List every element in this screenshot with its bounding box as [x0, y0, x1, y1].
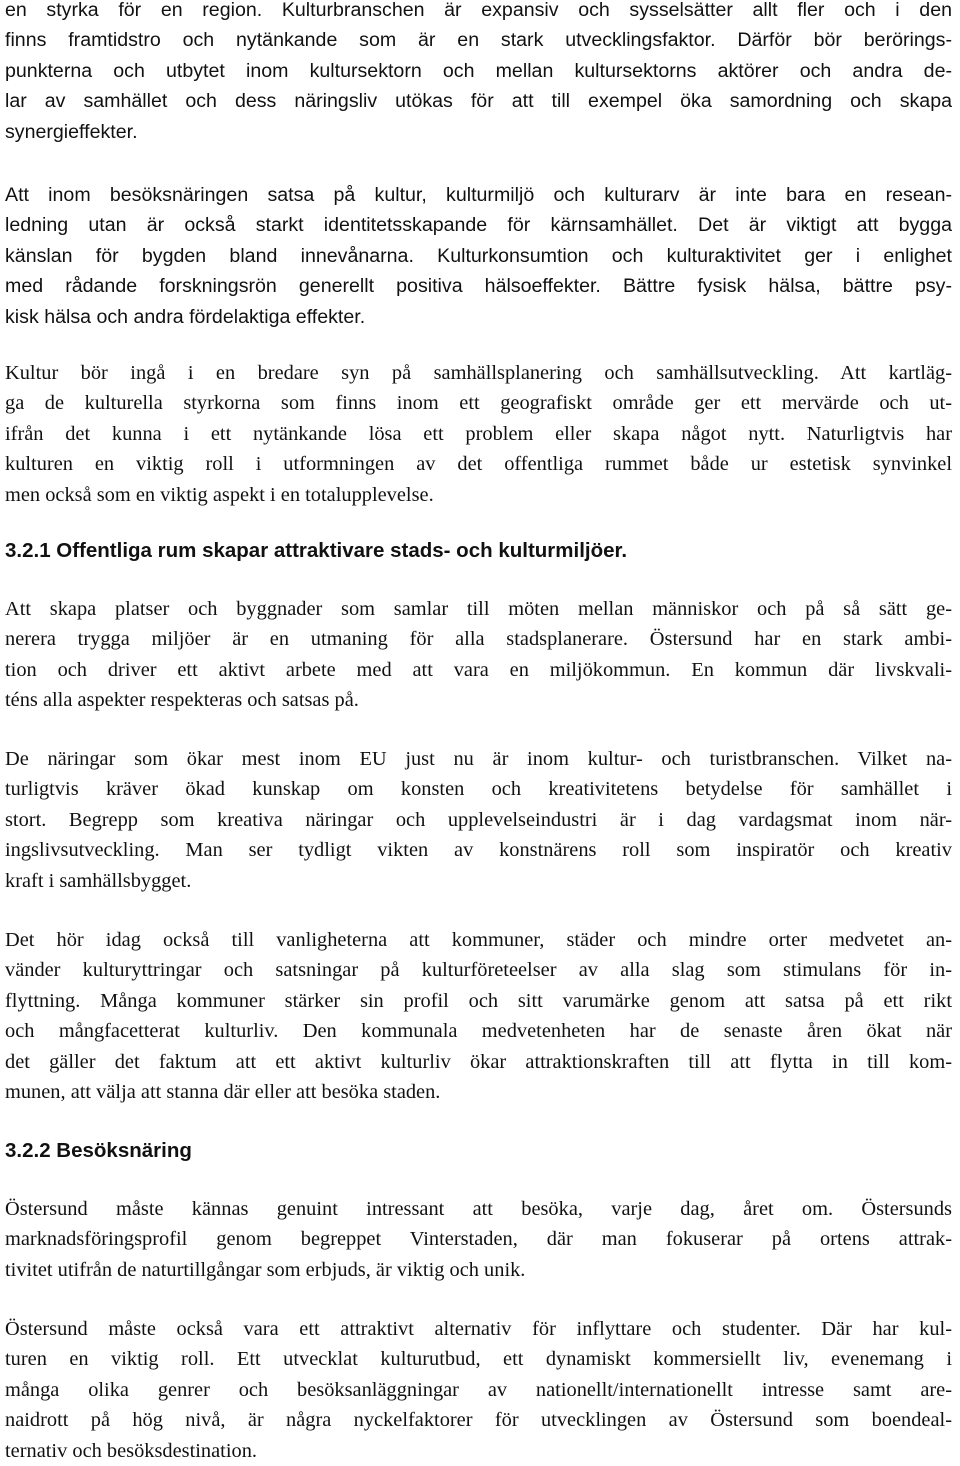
- text-line: ledning utan är också starkt identitetsskapande för kärnsamhället. Det är viktigt att bygga: [5, 214, 952, 237]
- text-line: Att inom besöksnäringen satsa på kultur, kulturmiljö och kulturarv är inte bara en resean-: [5, 184, 952, 206]
- text-line: ga de kulturella styrkorna som finns inom ett geografiskt område ger ett mervärde och ut-: [5, 392, 952, 415]
- text-line: det gäller det faktum att ett aktivt kulturliv ökar attraktionskraften till att flytta in till kom-: [5, 1050, 952, 1073]
- text-line: Det hör idag också till vanligheterna att kommuner, städer och mindre orter medvetet an-: [5, 929, 952, 951]
- text-line: och mångfacetterat kulturliv. Den kommunala medvetenheten har de senaste åren ökat när: [5, 1020, 952, 1043]
- text-line: naidrott på hög nivå, är några nyckelfaktorer för utvecklingen av Östersund som boendeal-: [5, 1409, 952, 1432]
- paragraph-municipal-culture: [5, 925, 952, 1107]
- text-line: flyttning. Många kommuner stärker sin profil och sitt varumärke genom att satsa på ett rikt: [5, 989, 952, 1012]
- text-line: Att skapa platser och byggnader som samlar till möten mellan människor och på så sätt ge-: [5, 598, 952, 620]
- text-line: munen, att välja att stanna där eller att besöka staden.: [5, 1081, 441, 1104]
- text-line: tivitet utifrån de naturtillgångar som erbjuds, är viktig och unik.: [5, 1258, 526, 1281]
- section-heading-public-spaces: 3.2.1 Offentliga rum skapar attraktivare stads- och kulturmiljöer.: [5, 539, 628, 562]
- text-line: kisk hälsa och andra fördelaktiga effekter.: [5, 305, 366, 328]
- text-line: finns framtidstro och nytänkande som är en stark utvecklingsfaktor. Därför bör berörings-: [5, 29, 952, 52]
- text-line: téns alla aspekter respekteras och satsas på.: [5, 689, 359, 712]
- text-line: turen en viktig roll. Ett utvecklat kulturutbud, ett dynamiskt kommersiellt liv, evenemang i: [5, 1348, 952, 1371]
- text-line: Kultur bör ingå i en bredare syn på samhällsplanering och samhällsutveckling. Att kartläg-: [5, 362, 952, 384]
- text-line: turligtvis kräver ökad kunskap om konsten och kreativitetens betydelse för samhället i: [5, 778, 952, 801]
- text-line: ifrån det kunna i ett nytänkande lösa ett problem eller skapa något nytt. Naturligtvis har: [5, 422, 952, 445]
- text-line: men också som en viktig aspekt i en totalupplevelse.: [5, 483, 434, 506]
- text-line: kulturen en viktig roll i utformningen av det offentliga rummet både ur estetisk synvinkel: [5, 453, 952, 476]
- text-line: vänder kulturyttringar och satsningar på kulturföreteelser av alla slag som stimulans för in-: [5, 959, 952, 982]
- text-line: många olika genrer och besöksanläggningar av nationellt/internationellt intresse samt are-: [5, 1378, 952, 1401]
- text-line: stort. Begrepp som kreativa näringar och upplevelseindustri är i dag vardagsmat inom när-: [5, 808, 952, 831]
- paragraph-ostersund-attractive-alternative: [5, 1314, 952, 1466]
- text-line: tion och driver ett aktivt arbete med att vara en miljökommun. En kommun där livskvali-: [5, 658, 952, 681]
- text-line: ingslivsutveckling. Man ser tydligt vikten av konstnärens roll som inspiratör och kreativ: [5, 839, 952, 862]
- text-line: en styrka för en region. Kulturbranschen är expansiv och sysselsätter allt fler och i den: [5, 0, 952, 21]
- text-line: synergieffekter.: [5, 120, 138, 143]
- text-line: marknadsföringsprofil genom begreppet Vinterstaden, där man fokuserar på ortens attrak-: [5, 1228, 952, 1251]
- text-line: ternativ och besöksdestination.: [5, 1439, 257, 1462]
- paragraph-community-planning: [5, 358, 952, 510]
- paragraph-culture-industry: [5, 0, 952, 147]
- text-line: nerera trygga miljöer är en utmaning för alla stadsplanerare. Östersund har en stark ambi-: [5, 628, 952, 651]
- text-line: Östersund måste kännas genuint intressant att besöka, varje dag, året om. Östersunds: [5, 1198, 952, 1220]
- paragraph-places-and-buildings: [5, 594, 952, 716]
- text-line: De näringar som ökar mest inom EU just nu är inom kultur- och turistbranschen. Vilket na-: [5, 748, 952, 770]
- text-line: Östersund måste också vara ett attraktivt alternativ för inflyttare och studenter. Där har kul-: [5, 1318, 952, 1340]
- text-line: lar av samhället och dess näringsliv utökas för att till exempel öka samordning och skapa: [5, 90, 952, 113]
- text-line: kraft i samhällsbygget.: [5, 869, 192, 892]
- section-heading-visitor-industry: 3.2.2 Besöksnäring: [5, 1139, 192, 1162]
- text-line: punkterna och utbytet inom kultursektorn och mellan kultursektorns aktörer och andra de-: [5, 59, 952, 82]
- text-line: med rådande forskningsrön generellt positiva hälsoeffekter. Bättre fysisk hälsa, bättre psy-: [5, 275, 952, 298]
- paragraph-visitor-industry-culture: [5, 180, 952, 332]
- paragraph-ostersund-winter-city: [5, 1194, 952, 1285]
- text-line: känslan för bygden bland innevånarna. Kulturkonsumtion och kulturaktivitet ger i enlighet: [5, 244, 952, 267]
- paragraph-growing-industries: [5, 744, 952, 896]
